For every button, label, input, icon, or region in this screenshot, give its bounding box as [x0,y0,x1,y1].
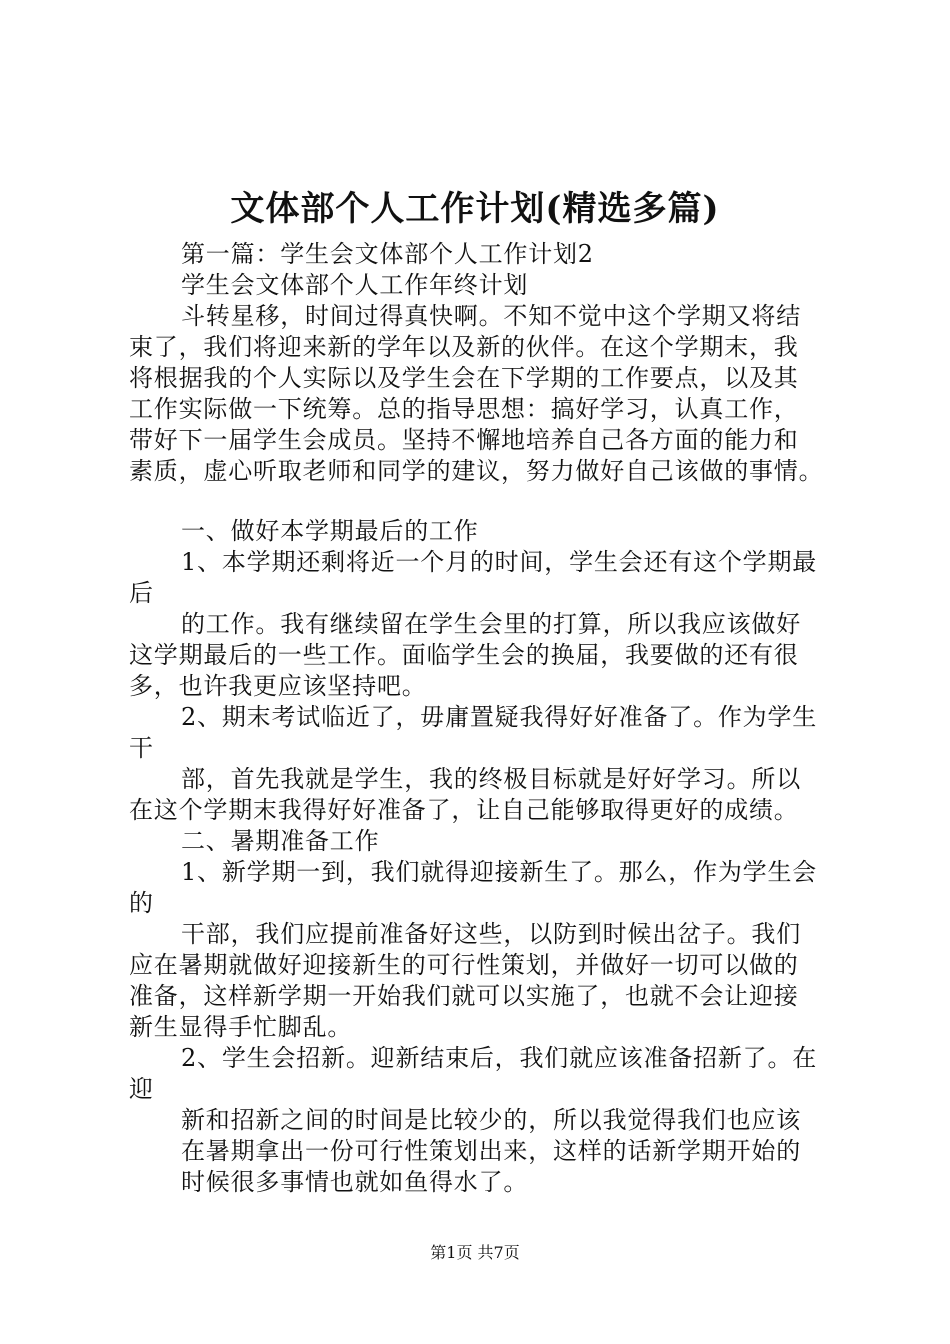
text-line: 1、本学期还剩将近一个月的时间，学生会还有这个学期最 [181,548,818,576]
text-line: 新生显得手忙脚乱。 [129,1013,353,1041]
text-line: 2、学生会招新。迎新结束后，我们就应该准备招新了。在 [181,1044,818,1072]
text-line: 新和招新之间的时间是比较少的，所以我觉得我们也应该 [181,1106,801,1134]
text-line: 学生会文体部个人工作年终计划 [181,271,529,299]
text-line: 时候很多事情也就如鱼得水了。 [181,1168,529,1196]
text-line: 将根据我的个人实际以及学生会在下学期的工作要点，以及其 [129,364,799,392]
text-line: 迎 [129,1075,154,1103]
text-line: 应在暑期就做好迎接新生的可行性策划，并做好一切可以做的 [129,951,799,979]
text-line: 多，也许我更应该坚持吧。 [129,672,427,700]
section-heading: 二、暑期准备工作 [181,827,380,855]
text-line: 第一篇：学生会文体部个人工作计划2 [181,240,594,268]
text-line: 部，首先我就是学生，我的终极目标就是好好学习。所以 [181,765,801,793]
text-line: 带好下一届学生会成员。坚持不懈地培养自己各方面的能力和 [129,426,799,454]
text-line: 在这个学期末我得好好准备了，让自己能够取得更好的成绩。 [129,796,799,824]
text-line: 干 [129,734,154,762]
text-line: 素质，虚心听取老师和同学的建议，努力做好自己该做的事情。 [129,457,824,485]
text-line: 后 [129,579,154,607]
text-line: 斗转星移，时间过得真快啊。不知不觉中这个学期又将结 [181,302,801,330]
text-line: 在暑期拿出一份可行性策划出来，这样的话新学期开始的 [181,1137,801,1165]
document-title: 文体部个人工作计划(精选多篇) [230,189,720,229]
text-line: 的工作。我有继续留在学生会里的打算，所以我应该做好 [181,610,801,638]
section-heading: 一、做好本学期最后的工作 [181,517,479,545]
text-line: 准备，这样新学期一开始我们就可以实施了，也就不会让迎接 [129,982,799,1010]
text-line: 2、期末考试临近了，毋庸置疑我得好好准备了。作为学生 [181,703,818,731]
page-footer: 第1页 共7页 [430,1243,520,1262]
text-line: 的 [129,889,154,917]
text-line: 这学期最后的一些工作。面临学生会的换届，我要做的还有很 [129,641,799,669]
text-line: 工作实际做一下统筹。总的指导思想：搞好学习，认真工作， [129,395,799,423]
text-line: 干部，我们应提前准备好这些，以防到时候出岔子。我们 [181,920,801,948]
text-line: 束了，我们将迎来新的学年以及新的伙伴。在这个学期末，我 [129,333,799,361]
text-line: 1、新学期一到，我们就得迎接新生了。那么，作为学生会 [181,858,818,886]
